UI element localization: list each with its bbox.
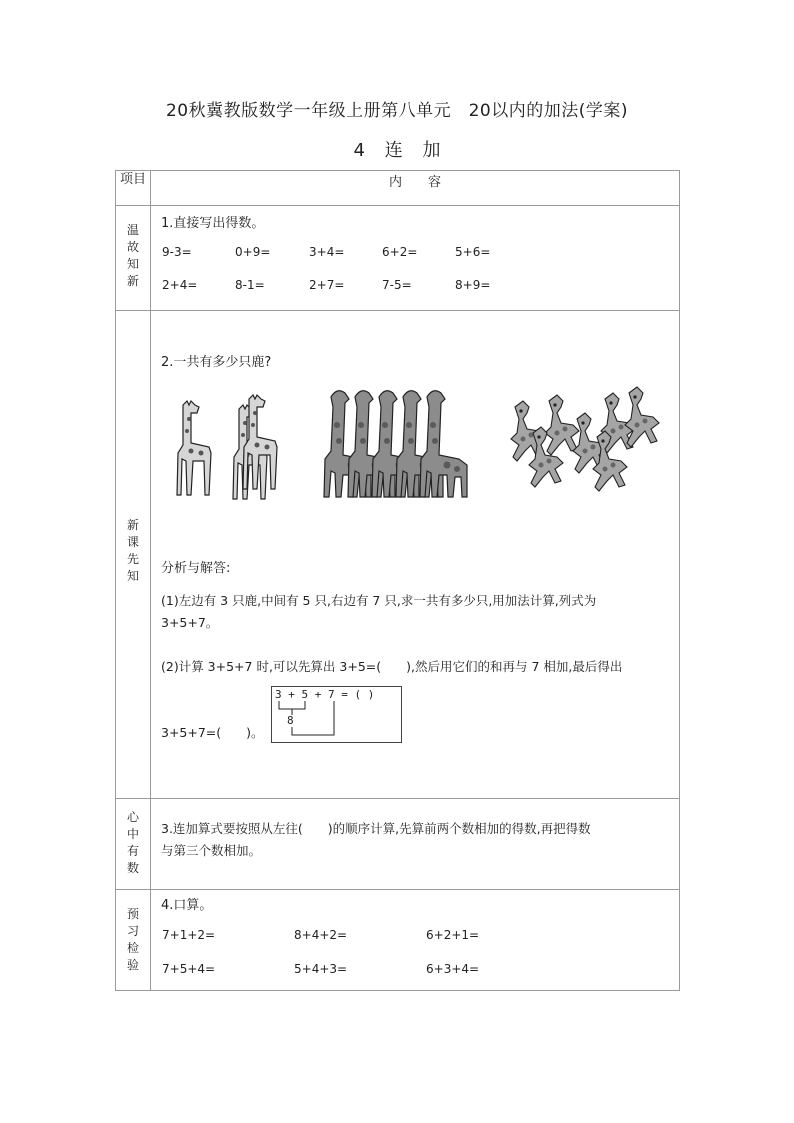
lesson-subtitle: 4 连 加	[353, 140, 441, 161]
label-char: 温	[126, 223, 139, 237]
equation-row	[162, 928, 526, 942]
review-label-cell	[116, 206, 151, 311]
equation: 2+7=	[309, 278, 345, 292]
key-point-line1: 3.连加算式要按照从左往( )的顺序计算,先算前两个数相加的得数,再把得数	[161, 821, 591, 836]
diagram-partial-sum: 8	[287, 714, 294, 727]
question-2: 2.一共有多少只鹿?	[161, 355, 272, 370]
label-char: 有	[126, 844, 139, 858]
new-lesson-row	[116, 311, 680, 799]
sum-diagram	[271, 686, 402, 743]
key-points-label	[116, 809, 150, 877]
equation-row	[162, 278, 515, 292]
equation: 6+3+4=	[426, 962, 480, 976]
analysis-title: 分析与解答:	[161, 561, 231, 576]
preview-label-cell	[116, 890, 151, 991]
equation-row	[162, 245, 515, 259]
diagram-expression: 3 + 5 + 7 = ( )	[275, 688, 375, 701]
equation: 8+4+2=	[294, 928, 348, 942]
equation: 2+4=	[162, 278, 198, 292]
label-char: 知	[126, 257, 139, 271]
equation: 5+6=	[455, 245, 491, 259]
label-char: 预	[126, 907, 139, 921]
equation: 7+1+2=	[162, 928, 216, 942]
table-header-row	[116, 171, 680, 206]
equation-row	[162, 962, 526, 976]
equation: 6+2=	[382, 245, 418, 259]
key-point-line2: 与第三个数相加。	[161, 843, 262, 858]
equation: 0+9=	[235, 245, 271, 259]
new-lesson-label-cell	[116, 311, 151, 799]
label-char: 数	[126, 861, 139, 875]
equation: 6+2+1=	[426, 928, 480, 942]
new-lesson-content	[151, 311, 680, 799]
equation: 3+4=	[309, 245, 345, 259]
giraffe-group-middle	[324, 391, 467, 497]
analysis-part1-line1: (1)左边有 3 只鹿,中间有 5 只,右边有 7 只,求一共有多少只,用加法计算,列式为	[161, 593, 597, 608]
review-label	[116, 222, 150, 290]
label-char: 新	[126, 274, 139, 288]
new-lesson-label	[116, 517, 150, 585]
equation: 8+9=	[455, 278, 491, 292]
page-title: 20秋冀教版数学一年级上册第八单元 20以内的加法(学案)	[165, 101, 629, 121]
label-char: 先	[126, 552, 139, 566]
review-content	[151, 206, 680, 311]
label-char: 心	[126, 810, 139, 824]
giraffe-illustration	[169, 385, 679, 500]
label-char: 检	[126, 941, 139, 955]
equation: 9-3=	[162, 245, 192, 259]
analysis-part2-line1: (2)计算 3+5+7 时,可以先算出 3+5=( ),然后用它们的和再与 7 相加,最后得出	[161, 659, 623, 674]
worksheet-table	[115, 170, 680, 991]
preview-content	[151, 890, 680, 991]
label-char: 验	[126, 958, 139, 972]
review-row	[116, 206, 680, 311]
key-points-label-cell	[116, 799, 151, 890]
equation: 8-1=	[235, 278, 265, 292]
label-char: 中	[126, 827, 139, 841]
question-4: 4.口算。	[161, 898, 213, 913]
label-char: 故	[126, 240, 139, 254]
key-points-row	[116, 799, 680, 890]
label-char: 课	[126, 535, 139, 549]
giraffe-group-left	[177, 395, 277, 499]
preview-row	[116, 890, 680, 991]
analysis-part2-line2: 3+5+7=( )。	[161, 725, 264, 740]
header-content: 内 容	[151, 171, 680, 206]
header-item: 项目	[116, 171, 151, 206]
analysis-part1-line2: 3+5+7。	[161, 615, 219, 630]
giraffe-group-right	[511, 387, 659, 491]
label-char: 新	[126, 518, 139, 532]
label-char: 知	[126, 569, 139, 583]
equation: 7+5+4=	[162, 962, 216, 976]
label-char: 习	[126, 924, 139, 938]
equation: 5+4+3=	[294, 962, 348, 976]
preview-label	[116, 906, 150, 974]
question-1: 1.直接写出得数。	[161, 216, 265, 231]
key-points-content	[151, 799, 680, 890]
equation: 7-5=	[382, 278, 412, 292]
